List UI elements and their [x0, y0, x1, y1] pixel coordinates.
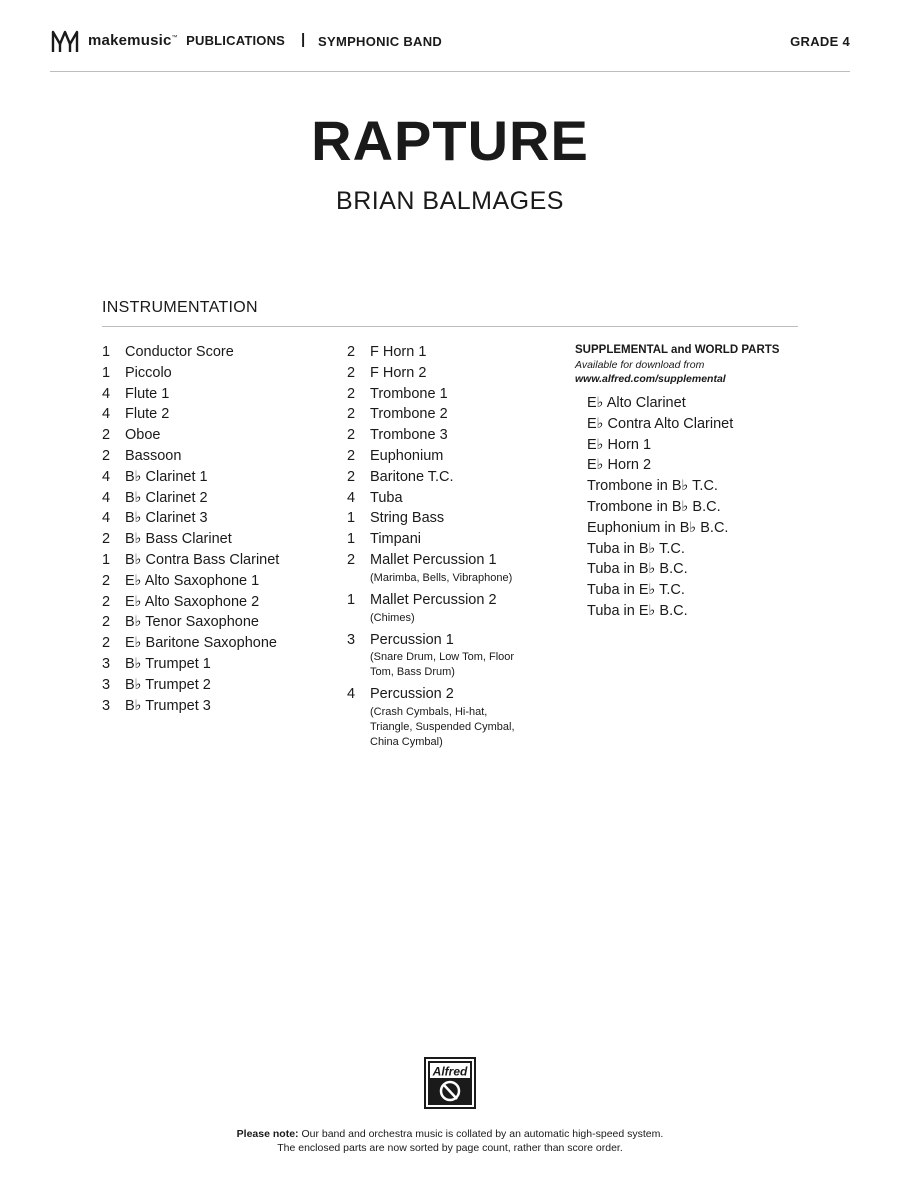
instrument-quantity: 1 [347, 510, 356, 527]
instrument-name-cell [370, 404, 567, 425]
instrument-name: B♭ Clarinet 1 [125, 468, 208, 485]
instrument-name-cell [125, 342, 332, 363]
instrument-name: Oboe [125, 427, 161, 444]
page-header [50, 26, 850, 58]
instrument-name: Trombone 1 [370, 385, 448, 402]
instrument-name: E♭ Alto Saxophone 2 [125, 593, 260, 610]
instrument-row [347, 529, 567, 550]
brand-makemusic: makemusic [88, 32, 172, 49]
supplemental-item: Tuba in B♭ B.C. [587, 561, 688, 578]
instrument-quantity: 1 [102, 364, 111, 381]
instrument-name: B♭ Trumpet 2 [125, 676, 211, 693]
instrument-name-cell [370, 467, 567, 488]
instrument-name-cell [125, 592, 332, 613]
instrument-quantity: 2 [347, 344, 356, 360]
instrument-name-cell [370, 425, 567, 446]
instrument-name-cell [125, 675, 332, 696]
supplemental-item: Euphonium in B♭ B.C. [587, 519, 729, 536]
instrument-quantity: 1 [347, 531, 356, 548]
instrument-name: F Horn 2 [370, 364, 427, 381]
instrument-name: Flute 2 [125, 406, 170, 423]
instrument-row [102, 612, 332, 633]
instrument-name-cell [125, 696, 332, 717]
instrument-row [102, 342, 332, 363]
instrument-name-cell [370, 384, 567, 405]
instrument-name-cell [125, 467, 332, 488]
instrumentation-heading: INSTRUMENTATION [102, 299, 258, 316]
instrument-quantity: 2 [102, 531, 111, 548]
supplemental-item: Trombone in B♭ T.C. [587, 478, 718, 495]
instrument-quantity: 3 [102, 697, 111, 714]
instrument-name: Bassoon [125, 447, 182, 464]
instrument-row [102, 571, 332, 592]
supplemental-url: www.alfred.com/supplemental [575, 373, 726, 385]
series-label: SYMPHONIC BAND [318, 34, 443, 49]
supplemental-item: Tuba in E♭ B.C. [587, 602, 688, 619]
instrument-name: B♭ Trumpet 3 [125, 697, 211, 714]
instrument-row [347, 342, 567, 363]
instrument-row [347, 467, 567, 488]
instrument-row [347, 488, 567, 509]
instrument-name-cell [370, 508, 567, 529]
instrument-row [102, 550, 332, 571]
instrument-row [102, 696, 332, 717]
note-label: Please note: [236, 1128, 299, 1140]
header-divider [50, 71, 850, 72]
instrument-quantity: 4 [347, 686, 356, 703]
instrument-name-cell [125, 612, 332, 633]
instrument-quantity: 2 [347, 385, 356, 402]
instrument-row [347, 404, 567, 425]
note-line-1: Our band and orchestra music is collated by an automatic high-speed system. [301, 1128, 664, 1140]
instrument-quantity: 2 [102, 635, 111, 652]
instrument-name-cell [125, 363, 332, 384]
instrument-quantity: 2 [102, 427, 111, 444]
instrument-name: Mallet Percussion 2 [370, 591, 497, 608]
instrument-name: E♭ Alto Saxophone 1 [125, 572, 260, 589]
supplemental-item: Tuba in B♭ T.C. [587, 540, 685, 557]
brand-name [88, 32, 285, 49]
instrument-name-cell [370, 590, 567, 630]
instrument-row [347, 508, 567, 529]
instrument-quantity: 4 [347, 489, 356, 506]
instrument-name: F Horn 1 [370, 344, 427, 360]
instrument-quantity: 2 [102, 593, 111, 610]
alfred-logo-text: Alfred [432, 1064, 468, 1079]
instrument-name-cell [125, 508, 332, 529]
instrument-quantity: 2 [102, 614, 111, 631]
instrument-name-cell [370, 342, 567, 363]
instrument-row [347, 590, 567, 630]
instrument-name-cell [125, 384, 332, 405]
collation-note [0, 1127, 900, 1155]
supplemental-item: Tuba in E♭ T.C. [587, 582, 685, 599]
instrument-row [347, 384, 567, 405]
instrument-quantity: 2 [347, 551, 356, 568]
instrument-quantity: 1 [102, 344, 111, 360]
instrument-quantity: 2 [347, 406, 356, 423]
instrument-row [102, 633, 332, 654]
instrument-row [102, 488, 332, 509]
instrument-row [347, 684, 567, 754]
instrument-row [102, 425, 332, 446]
instrument-name: B♭ Bass Clarinet [125, 531, 232, 548]
instrument-name: Euphonium [370, 447, 444, 464]
instrument-name-cell [125, 571, 332, 592]
instrument-row [102, 363, 332, 384]
instrument-row [102, 384, 332, 405]
brand-publications: PUBLICATIONS [186, 33, 286, 48]
instrument-quantity: 3 [102, 655, 111, 672]
instrument-row [102, 675, 332, 696]
instrument-quantity: 2 [102, 572, 111, 589]
note-line-2: The enclosed parts are now sorted by page count, rather than score order. [277, 1142, 623, 1154]
instrument-name-cell [125, 633, 332, 654]
instrument-quantity: 4 [102, 489, 111, 506]
instrument-row [347, 630, 567, 685]
instrument-row [102, 404, 332, 425]
supplemental-item: E♭ Horn 2 [587, 457, 652, 474]
instrument-name: E♭ Baritone Saxophone [125, 635, 277, 652]
instrument-name: B♭ Contra Bass Clarinet [125, 551, 280, 568]
instrument-quantity: 4 [102, 468, 111, 485]
makemusic-logo-icon [50, 26, 80, 56]
supplemental-item: E♭ Horn 1 [587, 436, 652, 453]
instrument-name-cell [370, 684, 567, 754]
supplemental-parts [575, 343, 815, 619]
instrument-row [347, 550, 567, 590]
grade-label: GRADE 4 [790, 34, 850, 49]
supplemental-subtitle: Available for download from [575, 359, 705, 371]
instrument-name-cell [125, 488, 332, 509]
instrument-note: (Marimba, Bells, Vibraphone) [370, 571, 513, 584]
instrument-name-cell [370, 446, 567, 467]
instrument-name-cell [125, 425, 332, 446]
instrument-row [347, 363, 567, 384]
instrument-name-cell [370, 550, 567, 590]
instrument-name: Timpani [370, 531, 422, 548]
instrument-row [102, 654, 332, 675]
instrument-note: (Crash Cymbals, Hi-hat, Triangle, Suspended Cymbal, China Cymbal) [370, 706, 515, 749]
supplemental-title: SUPPLEMENTAL and WORLD PARTS [575, 344, 780, 356]
instrument-quantity: 2 [102, 447, 111, 464]
supplemental-item: E♭ Contra Alto Clarinet [587, 415, 734, 432]
instrument-name: Trombone 3 [370, 427, 448, 444]
brand-trademark: ™ [171, 35, 178, 41]
instrument-name: Percussion 2 [370, 686, 454, 703]
instrument-name: Baritone T.C. [370, 468, 454, 485]
composer-name: BRIAN BALMAGES [336, 187, 564, 215]
page-title: RAPTURE [311, 109, 589, 172]
instrument-quantity: 4 [102, 406, 111, 423]
instrument-quantity: 4 [102, 385, 111, 402]
instrument-name: Trombone 2 [370, 406, 448, 423]
instrument-row [102, 446, 332, 467]
instrument-quantity: 1 [102, 551, 111, 568]
instrument-quantity: 1 [347, 591, 356, 608]
instrument-name-cell [370, 363, 567, 384]
alfred-logo-icon [424, 1057, 476, 1109]
header-separator: | [301, 31, 306, 48]
instrument-name: String Bass [370, 510, 445, 527]
instrumentation-column-1 [102, 342, 332, 716]
instrument-name: Mallet Percussion 1 [370, 551, 497, 568]
instrument-quantity: 2 [347, 427, 356, 444]
instrument-name: Percussion 1 [370, 631, 454, 648]
instrument-note: (Chimes) [370, 611, 415, 624]
supplemental-item: E♭ Alto Clarinet [587, 395, 686, 411]
instrument-row [102, 592, 332, 613]
instrument-name: Flute 1 [125, 385, 170, 402]
supplemental-list [587, 393, 817, 622]
instrument-name: B♭ Clarinet 2 [125, 489, 208, 506]
instrument-quantity: 2 [347, 447, 356, 464]
instrument-name: B♭ Clarinet 3 [125, 510, 208, 527]
instrument-name-cell [370, 630, 567, 685]
instrument-row [102, 467, 332, 488]
instrument-name: Piccolo [125, 364, 172, 381]
instrument-name: Conductor Score [125, 344, 234, 360]
instrument-name: B♭ Trumpet 1 [125, 655, 211, 672]
instrument-name: B♭ Tenor Saxophone [125, 614, 259, 631]
instrument-name-cell [125, 404, 332, 425]
instrument-quantity: 2 [347, 468, 356, 485]
supplemental-item: Trombone in B♭ B.C. [587, 498, 721, 515]
instrument-quantity: 3 [102, 676, 111, 693]
instrument-quantity: 3 [347, 631, 356, 648]
instrumentation-divider [102, 326, 798, 327]
instrument-quantity: 4 [102, 510, 111, 527]
instrument-name-cell [370, 488, 567, 509]
instrumentation-column-2 [347, 342, 567, 754]
instrument-row [102, 529, 332, 550]
instrument-name-cell [125, 529, 332, 550]
instrument-name-cell [125, 550, 332, 571]
instrument-name-cell [125, 654, 332, 675]
instrument-name-cell [125, 446, 332, 467]
instrument-row [102, 508, 332, 529]
instrument-note: (Snare Drum, Low Tom, Floor Tom, Bass Drum) [370, 651, 515, 679]
instrument-name: Tuba [370, 489, 403, 506]
instrument-quantity: 2 [347, 364, 356, 381]
instrument-name-cell [370, 529, 567, 550]
instrument-row [347, 425, 567, 446]
instrument-row [347, 446, 567, 467]
